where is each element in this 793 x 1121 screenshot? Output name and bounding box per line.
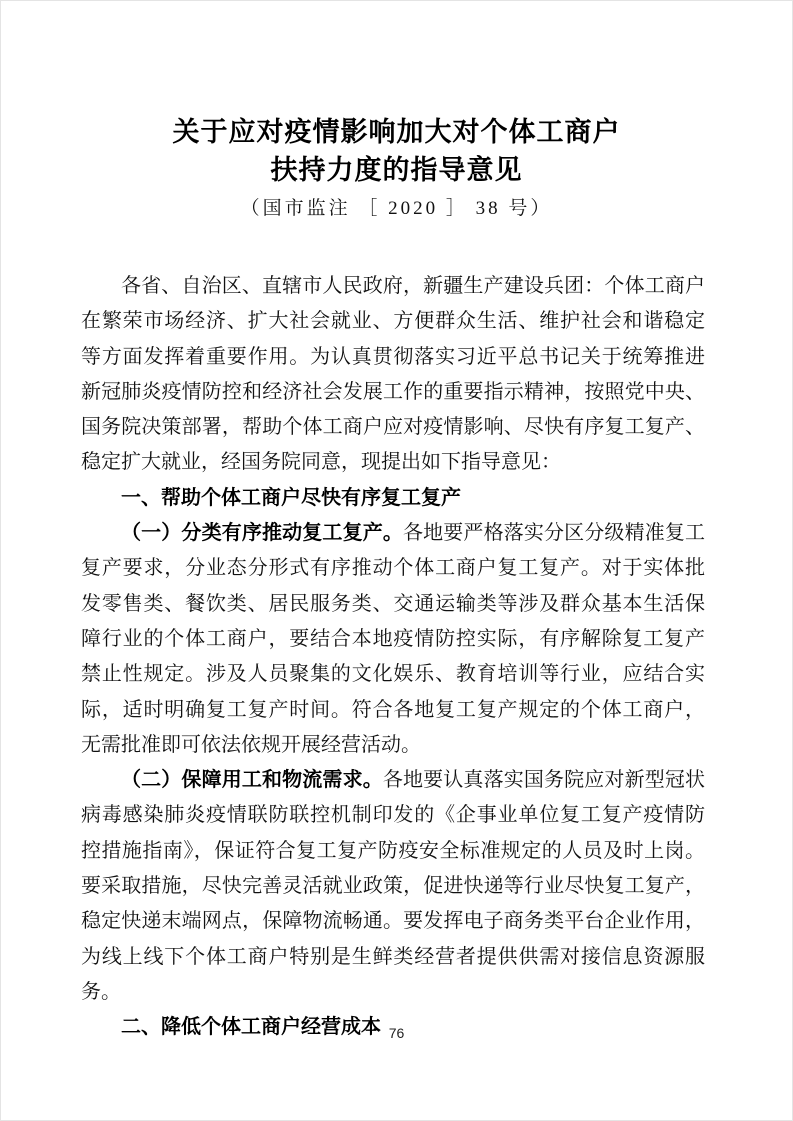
body-line: 发零售类、餐饮类、居民服务类、交通运输类等涉及群众基本生活保 — [81, 592, 705, 615]
body-line: 为线上线下个体工商户特别是生鲜类经营者提供供需对接信息资源服 — [81, 945, 705, 968]
body-line: 复产要求，分业态分形式有序推动个体工商户复工复产。对于实体批 — [81, 557, 705, 580]
body-line: 新冠肺炎疫情防控和经济社会发展工作的重要指示精神，按照党中央、 — [81, 380, 705, 403]
body-line: 要采取措施，尽快完善灵活就业政策，促进快递等行业尽快复工复产， — [81, 875, 705, 898]
title-line-1: 关于应对疫情影响加大对个体工商户 — [172, 117, 621, 147]
body-line: 无需批准即可依法依规开展经营活动。 — [81, 733, 421, 756]
body-line: 等方面发挥着重要作用。为认真贯彻落实习近平总书记关于统筹推进 — [81, 345, 705, 368]
body-line: 际，适时明确复工复产时间。符合各地复工复产规定的个体工商户， — [81, 698, 705, 721]
body-line: 障行业的个体工商户，要结合本地疫情防控实际，有序解除复工复产 — [81, 627, 705, 650]
body-line: （一）分类有序推动复工复产。各地要严格落实分区分级精准复工 — [121, 522, 705, 545]
subsection-heading: （二）保障用工和物流需求。 — [121, 769, 383, 792]
section-heading: 一、帮助个体工商户尽快有序复工复产 — [121, 486, 461, 509]
section-heading: 二、降低个体工商户经营成本 — [121, 1016, 381, 1039]
page-number: 76 — [388, 1025, 405, 1041]
body-line: （二）保障用工和物流需求。各地要认真落实国务院应对新型冠状 — [121, 769, 706, 792]
document-title — [1, 1, 792, 189]
body-text — [81, 269, 705, 1046]
body-line: 禁止性规定。涉及人员聚集的文化娱乐、教育培训等行业，应结合实 — [81, 663, 705, 686]
document-number: （国市监注 ［ 2020 ］ 38 号） — [240, 198, 553, 219]
body-line: 各省、自治区、直辖市人民政府，新疆生产建设兵团：个体工商户 — [121, 275, 705, 297]
body-line: 病毒感染肺炎疫情联防联控机制印发的《企事业单位复工复产疫情防 — [81, 804, 705, 827]
subsection-heading: （一）分类有序推动复工复产。 — [121, 522, 403, 545]
body-line: 控措施指南》，保证符合复工复产防疫安全标准规定的人员及时上岗。 — [81, 839, 705, 862]
body-line: 国务院决策部署，帮助个体工商户应对疫情影响、尽快有序复工复产、 — [81, 416, 705, 439]
body-line: 稳定快递末端网点，保障物流畅通。要发挥电子商务类平台企业作用， — [81, 910, 705, 933]
body-line: 务。 — [81, 980, 121, 1003]
body-line: 在繁荣市场经济、扩大社会就业、方便群众生活、维护社会和谐稳定 — [81, 310, 705, 333]
body-line: 稳定扩大就业，经国务院同意，现提出如下指导意见： — [81, 451, 561, 474]
title-line-2: 扶持力度的指导意见 — [270, 155, 523, 185]
